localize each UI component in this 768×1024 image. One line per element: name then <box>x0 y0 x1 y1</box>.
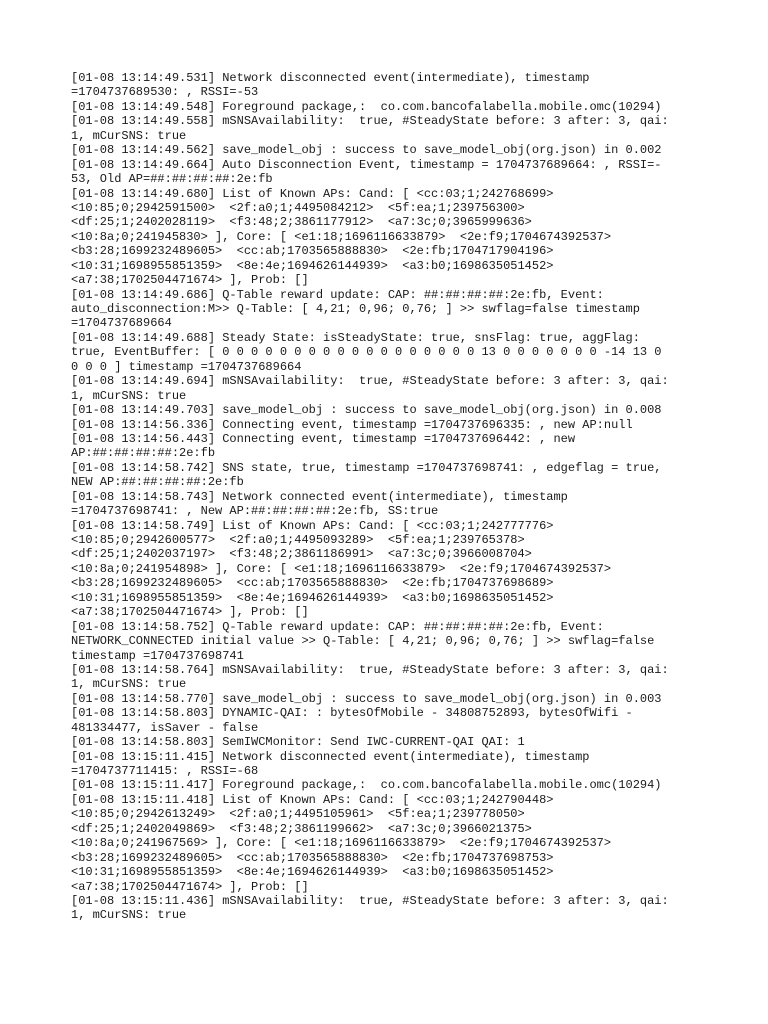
log-line: <b3:28;1699232489605> <cc:ab;1703565888830> <2e:fb;1704717904196> <box>71 244 554 259</box>
log-line: true, EventBuffer: [ 0 0 0 0 0 0 0 0 0 0 0 0 0 0 0 0 0 0 13 0 0 0 0 0 0 0 -14 13 0 <box>71 345 662 360</box>
log-line: <a7:38;1702504471674> ], Prob: [] <box>71 605 309 620</box>
log-line: auto_disconnection:M>> Q-Table: [ 4,21; 0,96; 0,76; ] >> swflag=false timestamp <box>71 302 640 316</box>
log-line: [01-08 13:14:49.686] Q-Table reward update: CAP: ##:##:##:##:2e:fb, Event: <box>71 287 604 302</box>
log-line: <df:25;1;2402028119> <f3:48;2;3861177912> <a7:3c;0;3965999636> <box>71 215 532 230</box>
log-line: 1, mCurSNS: true <box>71 908 187 923</box>
log-line: <10:85;0;2942600577> <2f:a0;1;4495093289> <5f:ea;1;239765378> <box>71 533 525 547</box>
log-line: [01-08 13:14:49.688] Steady State: isSteadyState: true, snsFlag: true, aggFlag: <box>71 330 640 345</box>
log-line: 1, mCurSNS: true <box>71 388 187 403</box>
log-line: [01-08 13:14:58.803] DYNAMIC-QAI: : bytesOfMobile - 34808752893, bytesOfWifi - <box>71 706 633 721</box>
log-line: [01-08 13:15:11.415] Network disconnected event(intermediate), timestamp <box>71 749 590 764</box>
log-line: 0 0 0 ] timestamp =1704737689664 <box>71 359 302 374</box>
log-line: [01-08 13:15:11.417] Foreground package,: co.com.bancofalabella.mobile.omc(10294) <box>71 778 662 793</box>
log-line: [01-08 13:14:49.548] Foreground package,: co.com.bancofalabella.mobile.omc(10294) <box>71 99 662 114</box>
log-line: <df:25;1;2402037197> <f3:48;2;3861186991> <a7:3c;0;3966008704> <box>71 547 532 562</box>
log-line: [01-08 13:14:58.764] mSNSAvailability: true, #SteadyState before: 3 after: 3, qai: <box>71 662 669 677</box>
log-line: [01-08 13:14:49.694] mSNSAvailability: true, #SteadyState before: 3 after: 3, qai: <box>71 374 669 389</box>
log-line: [01-08 13:14:58.743] Network connected event(intermediate), timestamp <box>71 489 568 504</box>
log-line: <10:31;1698955851359> <8e:4e;1694626144939> <a3:b0;1698635051452> <box>71 865 554 880</box>
log-line: 53, Old AP=##:##:##:##:2e:fb <box>71 172 273 187</box>
log-line: <10:8a;0;241945830> ], Core: [ <e1:18;1696116633879> <2e:f9;1704674392537> <box>71 229 612 244</box>
log-line: [01-08 13:14:56.443] Connecting event, timestamp =1704737696442: , new <box>71 431 576 446</box>
log-line: [01-08 13:14:49.703] save_model_obj : success to save_model_obj(org.json) in 0.008 <box>71 403 662 418</box>
log-line <box>71 923 701 937</box>
log-line: [01-08 13:14:58.749] List of Known APs: Cand: [ <cc:03;1;242777776> <box>71 518 554 533</box>
log-line: <10:31;1698955851359> <8e:4e;1694626144939> <a3:b0;1698635051452> <box>71 258 554 273</box>
log-line: [01-08 13:14:49.558] mSNSAvailability: true, #SteadyState before: 3 after: 3, qai: <box>71 114 669 129</box>
log-line: [01-08 13:14:49.664] Auto Disconnection Event, timestamp = 1704737689664: , RSSI=- <box>71 157 662 172</box>
log-line: [01-08 13:14:49.531] Network disconnected event(intermediate), timestamp <box>71 71 590 85</box>
log-line: 1, mCurSNS: true <box>71 677 187 692</box>
log-line: <b3:28;1699232489605> <cc:ab;1703565888830> <2e:fb;1704737698689> <box>71 576 554 591</box>
log-line: <a7:38;1702504471674> ], Prob: [] <box>71 879 309 894</box>
log-line: <10:85;0;2942613249> <2f:a0;1;4495105961> <5f:ea;1;239778050> <box>71 807 525 822</box>
log-line: =1704737689530: , RSSI=-53 <box>71 85 259 100</box>
log-line: [01-08 13:14:58.742] SNS state, true, timestamp =1704737698741: , edgeflag = true, <box>71 460 662 475</box>
log-line: [01-08 13:14:58.770] save_model_obj : success to save_model_obj(org.json) in 0.003 <box>71 691 662 706</box>
log-line: 1, mCurSNS: true <box>71 128 187 143</box>
log-line: [01-08 13:15:11.436] mSNSAvailability: true, #SteadyState before: 3 after: 3, qai: <box>71 893 669 908</box>
log-line: [01-08 13:14:49.680] List of Known APs: Cand: [ <cc:03;1;242768699> <box>71 186 554 201</box>
log-line: <10:85;0;2942591500> <2f:a0;1;4495084212> <5f:ea;1;239756300> <box>71 200 525 215</box>
log-line: =1704737711415: , RSSI=-68 <box>71 764 259 778</box>
log-line: <a7:38;1702504471674> ], Prob: [] <box>71 273 309 288</box>
log-line: AP:##:##:##:##:2e:fb <box>71 446 216 461</box>
log-line: timestamp =1704737698741 <box>71 648 244 663</box>
log-line: =1704737698741: , New AP:##:##:##:##:2e:fb, SS:true <box>71 504 439 519</box>
log-line: NEW AP:##:##:##:##:2e:fb <box>71 475 244 490</box>
log-text-block <box>71 71 701 937</box>
log-line: <df:25;1;2402049869> <f3:48;2;3861199662> <a7:3c;0;3966021375> <box>71 821 532 836</box>
log-line: <b3:28;1699232489605> <cc:ab;1703565888830> <2e:fb;1704737698753> <box>71 850 554 865</box>
log-line: [01-08 13:14:58.803] SemIWCMonitor: Send IWC-CURRENT-QAI QAI: 1 <box>71 735 525 750</box>
log-line: [01-08 13:14:58.752] Q-Table reward update: CAP: ##:##:##:##:2e:fb, Event: <box>71 619 604 634</box>
log-line: [01-08 13:14:49.562] save_model_obj : success to save_model_obj(org.json) in 0.002 <box>71 143 662 158</box>
log-line: [01-08 13:15:11.418] List of Known APs: Cand: [ <cc:03;1;242790448> <box>71 792 554 807</box>
log-line: =1704737689664 <box>71 316 172 331</box>
log-line: 481334477, isSaver - false <box>71 720 259 735</box>
log-line: <10:8a;0;241954898> ], Core: [ <e1:18;1696116633879> <2e:f9;1704674392537> <box>71 561 612 576</box>
log-line: NETWORK_CONNECTED initial value >> Q-Table: [ 4,21; 0,96; 0,76; ] >> swflag=false <box>71 634 655 649</box>
log-line: <10:31;1698955851359> <8e:4e;1694626144939> <a3:b0;1698635051452> <box>71 590 554 605</box>
log-line: <10:8a;0;241967569> ], Core: [ <e1:18;1696116633879> <2e:f9;1704674392537> <box>71 836 612 851</box>
log-line: [01-08 13:14:56.336] Connecting event, timestamp =1704737696335: , new AP:null <box>71 417 633 432</box>
